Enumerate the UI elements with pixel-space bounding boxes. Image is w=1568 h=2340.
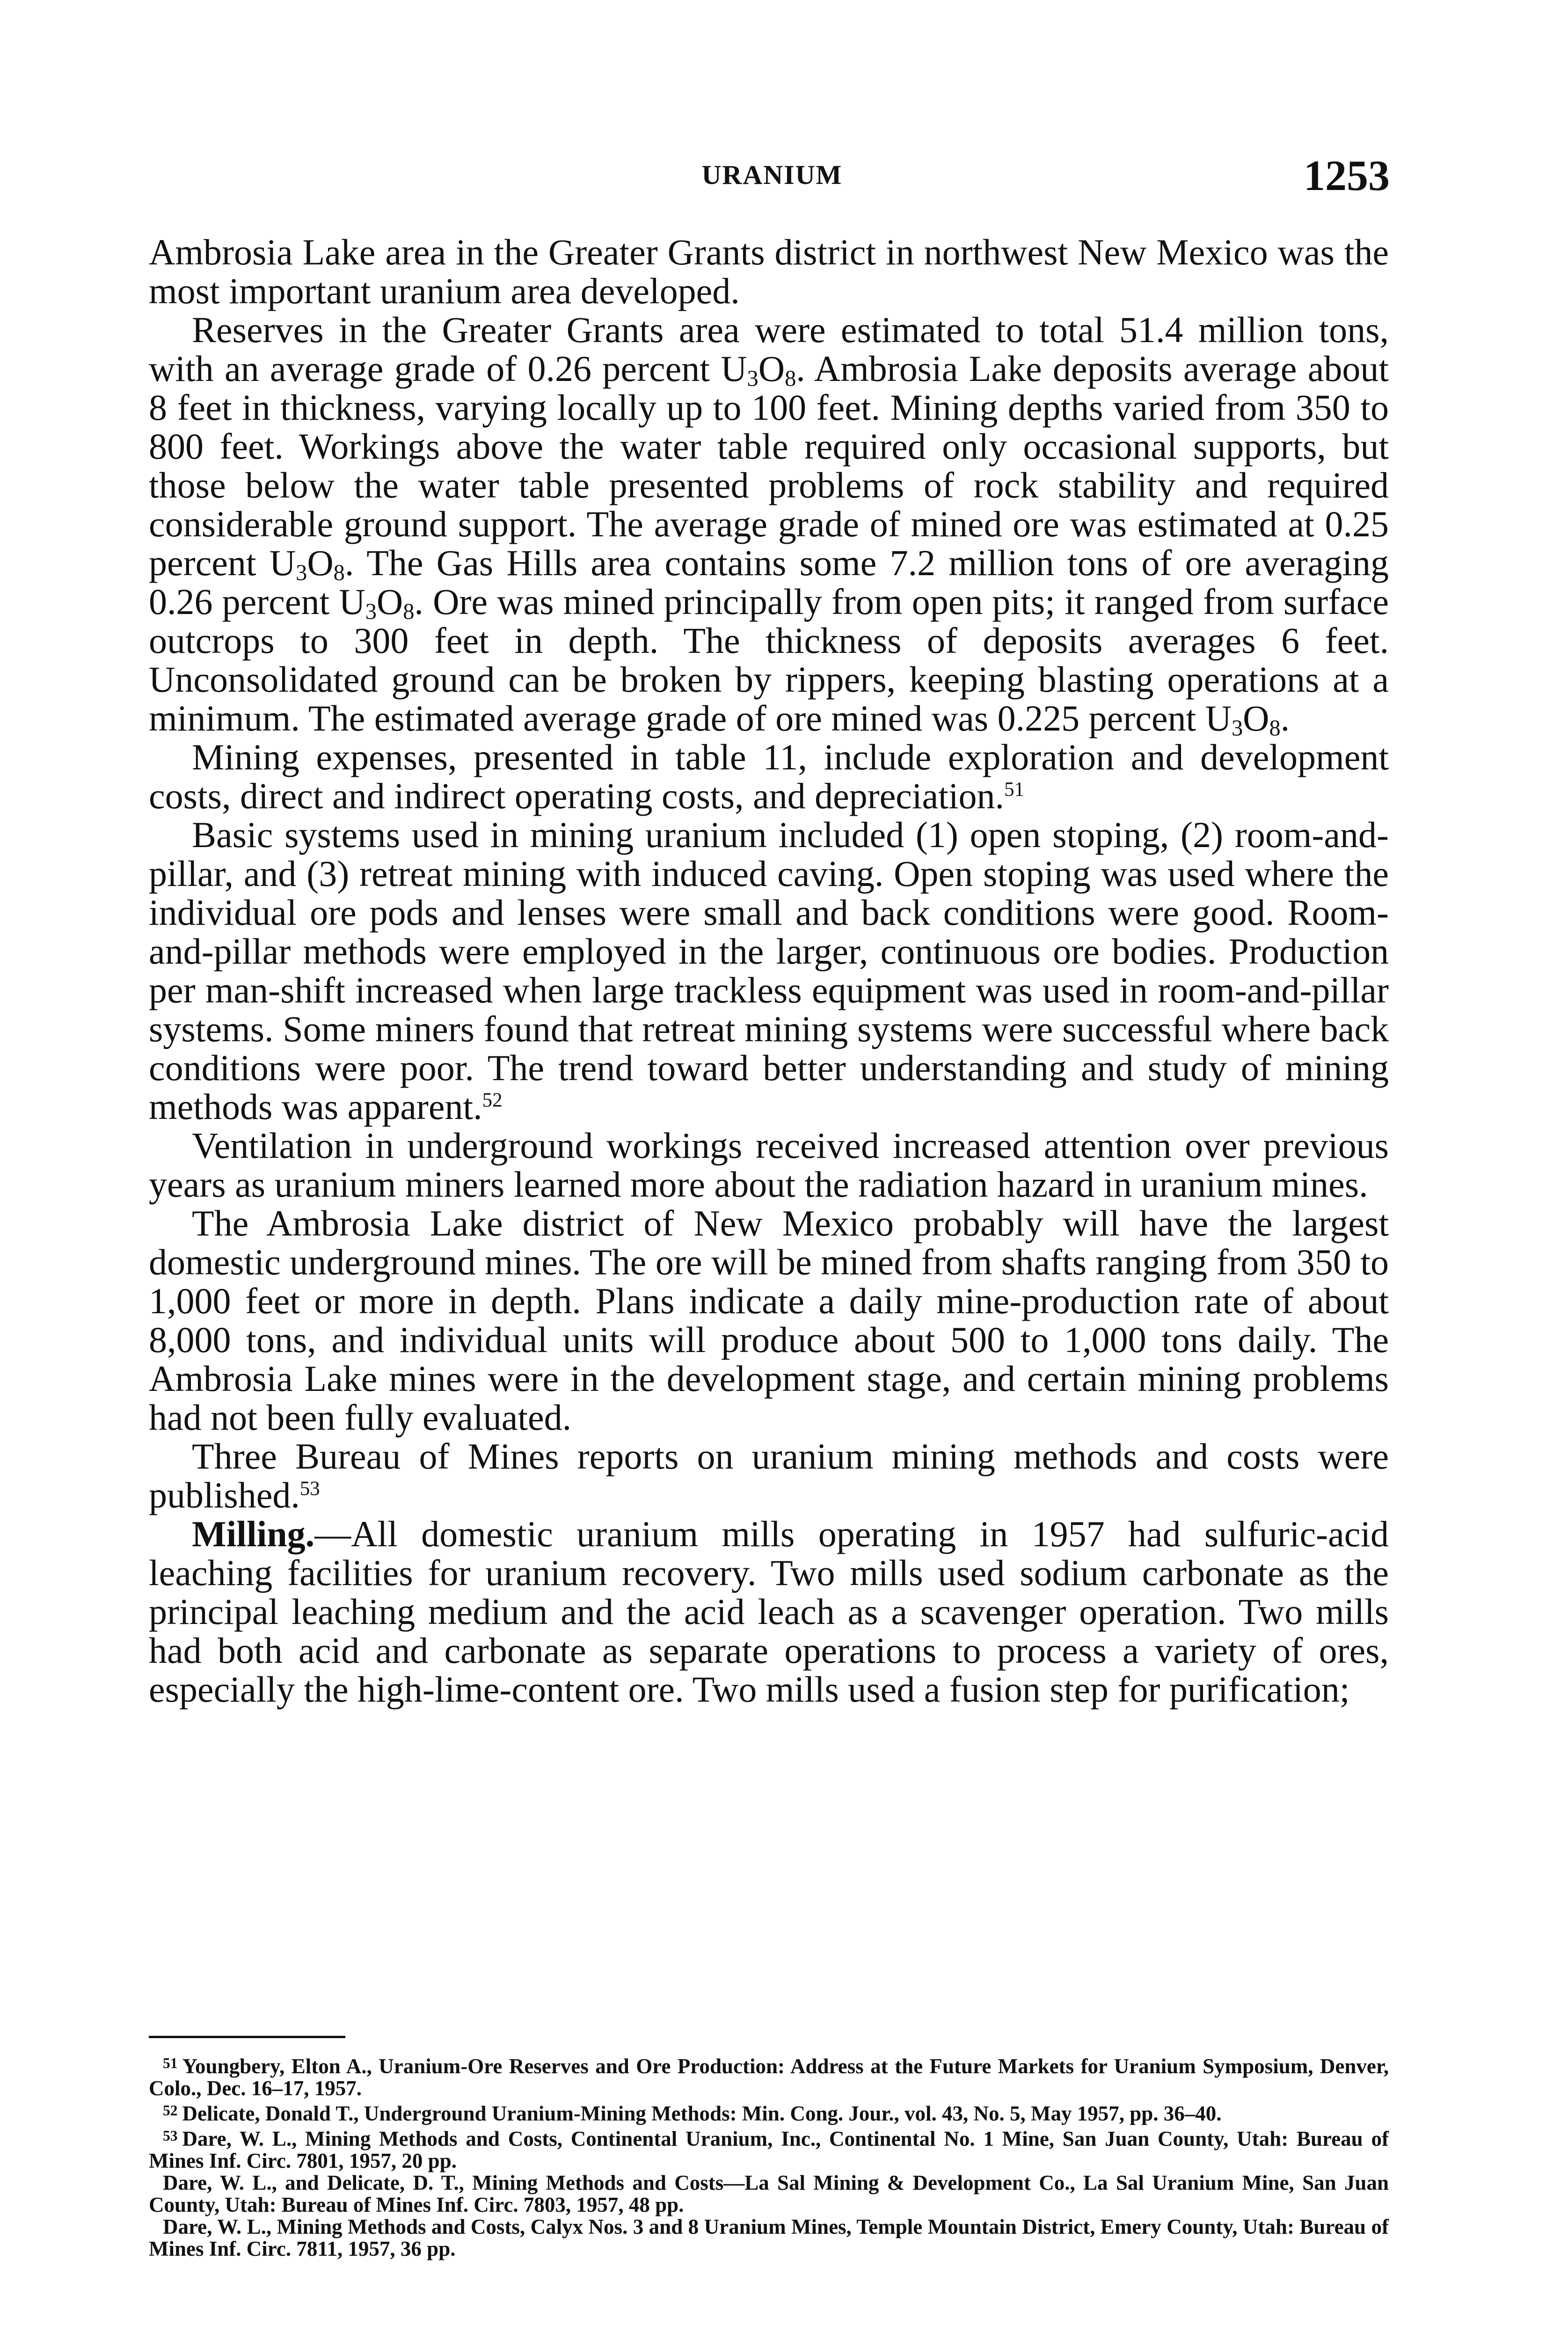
text-segment: Reserves in the Greater Grants area were estimated to total 51.4 million tons, with an average grade of 0.26 percent U bbox=[149, 309, 1389, 389]
run-in-heading: Milling. bbox=[192, 1514, 315, 1554]
subscript: 3 bbox=[1231, 716, 1243, 741]
footnote-number: 53 bbox=[163, 2128, 178, 2144]
footnote-reference: 51 bbox=[1004, 778, 1024, 801]
footnote-text: Dare, W. L., Mining Methods and Costs, Calyx Nos. 3 and 8 Uranium Mines, Temple Mountain District, Emery County, Utah: Bureau of Mines Inf. Circ. 7811, 1957, 36 pp. bbox=[149, 2215, 1389, 2261]
paragraph-reserves bbox=[149, 309, 1389, 741]
paragraph-ventilation: Ventilation in underground workings received increased attention over previous years as uranium miners learned more about the radiation hazard in uranium mines. bbox=[149, 1125, 1389, 1205]
subscript: 8 bbox=[333, 560, 345, 585]
footnote-text: Dare, W. L., Mining Methods and Costs, Continental Uranium, Inc., Continental No. 1 Mine, San Juan County, Utah: Bureau of Mines Inf. Circ. 7801, 1957, 20 pp. bbox=[149, 2127, 1389, 2173]
paragraph-text: Three Bureau of Mines reports on uranium mining methods and costs were published. bbox=[149, 1436, 1389, 1515]
running-title: URANIUM bbox=[701, 160, 843, 190]
subscript: 3 bbox=[296, 560, 307, 585]
footnote-reference: 53 bbox=[299, 1477, 320, 1500]
subscript: 3 bbox=[747, 366, 758, 391]
paragraph-milling bbox=[149, 1514, 1389, 1709]
subscript: 3 bbox=[365, 599, 377, 624]
subscript: 8 bbox=[1269, 716, 1281, 741]
footnote bbox=[149, 2052, 1389, 2099]
text-segment: . Ambrosia Lake deposits average about 8 feet in thickness, varying locally up to 100 feet. Mining depths varied from 350 to 800 feet. Workings above the water table required only occasional supports, but those below the water table presented problems of rock stability and required considerable ground support. The average grade of mined ore was estimated at 0.25 percent U bbox=[149, 348, 1389, 583]
paragraph-text: —All domestic uranium mills operating in 1957 had sulfuric-acid leaching facilities for uranium recovery. Two mills used sodium carbonate as the principal leaching medium and the acid leach as a scavenger operation. Two mills had both acid and carbonate as separate operations to process a variety of ores, especially the high-lime-content ore. Two mills used a fusion step for purification; bbox=[149, 1514, 1389, 1710]
footnote-reference: 52 bbox=[482, 1089, 503, 1112]
footnote-text: Dare, W. L., and Delicate, D. T., Mining Methods and Costs—La Sal Mining & Development Co., La Sal Uranium Mine, San Juan County, Utah: Bureau of Mines Inf. Circ. 7803, 1957, 48 pp. bbox=[149, 2171, 1389, 2217]
paragraph-text: Mining expenses, presented in table 11, include exploration and development costs, direct and indirect operating costs, and depreciation. bbox=[149, 737, 1389, 816]
text-segment: . The Gas Hills area contains some 7.2 million tons of ore averaging 0.26 percent U bbox=[149, 542, 1389, 622]
paragraph-ambrosia-district: The Ambrosia Lake district of New Mexico probably will have the largest domestic underground mines. The ore will be mined from shafts ranging from 350 to 1,000 feet or more in depth. Plans indicate a daily mine-production rate of about 8,000 tons, and individual units will produce about 500 to 1,000 tons daily. The Ambrosia Lake mines were in the development stage, and certain mining problems had not been fully evaluated. bbox=[149, 1203, 1389, 1438]
footnote-text: Youngbery, Elton A., Uranium-Ore Reserves and Ore Production: Address at the Future Markets for Uranium Symposium, Denver, Colo., Dec. 16–17, 1957. bbox=[149, 2055, 1389, 2100]
paragraph-bureau-reports bbox=[149, 1437, 1389, 1514]
footnote-number: 52 bbox=[163, 2102, 178, 2119]
footnote bbox=[149, 2125, 1389, 2172]
text-segment: O bbox=[1243, 698, 1269, 739]
footnote-number: 51 bbox=[163, 2055, 178, 2071]
subscript: 8 bbox=[785, 366, 796, 391]
text-segment: . Ore was mined principally from open pits; it ranged from surface outcrops to 300 feet in depth. The thickness of deposits averages 6 feet. Unconsolidated ground can be broken by rippers, keeping blasting operations at a minimum. The estimated average grade of ore mined was 0.225 percent U bbox=[149, 581, 1389, 739]
paragraph-ambrosia-lake: Ambrosia Lake area in the Greater Grants district in northwest New Mexico was the most important uranium area developed. bbox=[149, 232, 1389, 311]
text-segment: O bbox=[758, 348, 785, 389]
paragraph-text: Basic systems used in mining uranium included (1) open stoping, (2) room-and-pillar, and (3) retreat mining with induced caving. Open stoping was used where the individual ore pods and lenses were small and back conditions were good. Room-and-pillar methods were employed in the larger, continuous ore bodies. Production per man-shift increased when large trackless equipment was used in room-and-pillar systems. Some miners found that retreat mining systems were successful where back conditions were poor. The trend toward better understanding and study of mining methods was apparent. bbox=[149, 814, 1389, 1127]
footnotes bbox=[149, 2052, 1389, 2260]
footnote-rule bbox=[149, 2036, 345, 2038]
footnote bbox=[149, 2216, 1389, 2260]
body-text bbox=[149, 233, 1389, 1709]
footnote-text: Delicate, Donald T., Underground Uranium-Mining Methods: Min. Cong. Jour., vol. 43, No. 5, May 1957, pp. 36–40. bbox=[182, 2102, 1222, 2126]
subscript: 8 bbox=[403, 599, 415, 624]
footnote bbox=[149, 2099, 1389, 2125]
running-head bbox=[150, 154, 1394, 206]
text-segment: O bbox=[376, 581, 403, 622]
footnote bbox=[149, 2172, 1389, 2216]
paragraph-mining-expenses bbox=[149, 738, 1389, 815]
text-segment: O bbox=[307, 542, 334, 583]
paragraph-basic-systems bbox=[149, 815, 1389, 1126]
text-segment: . bbox=[1280, 698, 1290, 739]
page-number: 1253 bbox=[1304, 152, 1390, 199]
